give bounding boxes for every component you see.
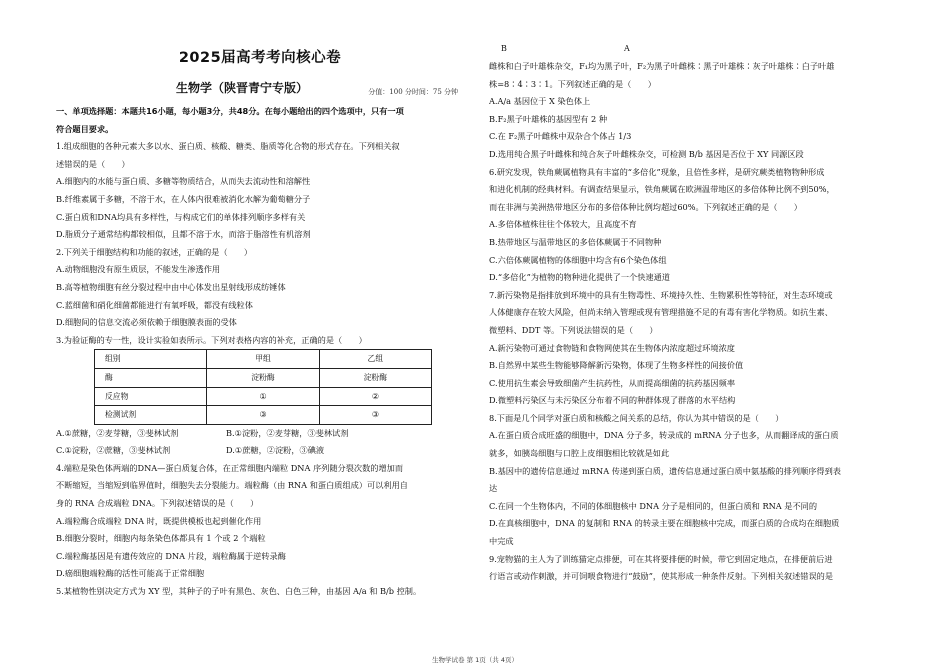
- subtitle-row: [56, 80, 464, 98]
- figure-labels: [489, 40, 897, 56]
- option-line: A.细胞内的水能与蛋白质、多糖等物质结合，从而失去流动性和溶解性: [56, 176, 311, 187]
- table-cell: 组别: [95, 350, 207, 369]
- table-cell: ③: [319, 406, 431, 425]
- question-line: 不断缩短，当缩短到临界值时，细胞失去分裂能力。端粒酶（由 RNA 和蛋白质组成）可以利用自: [56, 480, 408, 491]
- question-line: 微塑料、DDT 等。下列说法错误的是（ ）: [489, 324, 658, 335]
- option-line: A.动物细胞没有原生质层，不能发生渗透作用: [56, 264, 221, 275]
- question-line: 7.新污染物是指排放到环境中的具有生物毒性、环境持久性、生物累积性等特征，对生态环境或: [489, 289, 833, 300]
- table-cell: 乙组: [319, 350, 431, 369]
- question-line: 2.下列关于细胞结构和功能的叙述，正确的是（ ）: [56, 246, 253, 257]
- option-line: D.微塑料污染区与未污染区分布着不同的种群体现了群落的水平结构: [489, 395, 736, 406]
- option-line: C.蛋白质和DNA均具有多样性，与构成它们的单体排列顺序多样有关: [56, 211, 306, 222]
- question-line: 行语言或动作刺激，并可饲喂食物进行“鼓励”，使其形成一种条件反射。下列相关叙述错误的是: [489, 571, 834, 582]
- question-line: 和进化机制的经典材料。有调查结果显示，铁角蕨属在欧洲温带地区的多倍体种比例不到50%，: [489, 184, 835, 195]
- option-line: B.热带地区与温带地区的多倍体蕨属于不同物种: [489, 236, 662, 247]
- q3-options-row: [56, 425, 464, 443]
- option-line: D.癌细胞端粒酶的活性可能高于正常细胞: [56, 568, 205, 579]
- q3-options-row: [56, 442, 464, 460]
- option-line: C.在同一个生物体内，不同的体细胞核中 DNA 分子是相同的，但蛋白质和 RNA 是不同的: [489, 500, 818, 511]
- option-line: B.细胞分裂时，细胞内每条染色体都具有 1 个或 2 个端粒: [56, 533, 266, 544]
- right-body: [489, 58, 897, 586]
- option-line: 达: [489, 483, 498, 494]
- option-line: C.使用抗生素会导致细菌产生抗药性，从而提高细菌的抗药基因频率: [489, 377, 736, 388]
- figure-label-b: B: [501, 44, 507, 53]
- experiment-table: [94, 349, 432, 424]
- question-line: 6.研究发现，铁角蕨属植物具有丰富的“多倍化”现象，且倍性多样，是研究蕨类植物物种形成: [489, 166, 825, 177]
- option-line: A.①蔗糖，②麦芽糖，③斐林试剂: [56, 427, 179, 438]
- page-footer: 生物学试卷 第 1页（共 4页）: [432, 656, 518, 664]
- option-line: A.A/a 基因位于 X 染色体上: [489, 96, 591, 107]
- option-line: C.六倍体蕨属植物的体细胞中均含有6个染色体组: [489, 254, 667, 265]
- option-line: B.F₂黑子叶雄株的基因型有 2 种: [489, 113, 608, 124]
- option-line: D.选用纯合黑子叶雌株和纯合灰子叶雌株杂交，可检测 B/b 基因是否位于 XY 同源区段: [489, 148, 804, 159]
- table-row: [95, 368, 432, 387]
- subject-title: 生物学（陕晋青宁专版）: [176, 81, 309, 95]
- question-line: 8.下面是几个同学对蛋白质和核酸之间关系的总结，你认为其中错误的是（ ）: [489, 412, 784, 423]
- option-line: A.端粒酶合成端粒 DNA 时，既提供模板也起到催化作用: [56, 515, 262, 526]
- table-cell: 检测试剂: [95, 406, 207, 425]
- section-one: [56, 103, 464, 601]
- table-row: [95, 387, 432, 406]
- option-line: 中完成: [489, 536, 514, 547]
- option-line: B.高等植物细胞有丝分裂过程中由中心体发出星射线形成纺锤体: [56, 281, 286, 292]
- question-line: 株=8∶4∶3∶1。下列叙述正确的是（ ）: [489, 78, 656, 89]
- page-title: 2025届高考考向核心卷: [178, 50, 342, 66]
- question-line: 而在非洲与美洲热带地区分布的多倍体种比例均超过60%。下列叙述正确的是（ ）: [489, 201, 802, 212]
- option-line: D.“多倍化”为植物的物种进化提供了一个快速通道: [489, 272, 670, 283]
- section-heading: 一、单项选择题：本题共16小题，每小题3分，共48分。在每小题给出的四个选项中，只有一项: [56, 106, 404, 116]
- option-line: C.在 F₂黑子叶雌株中双杂合个体占 1/3: [489, 131, 632, 142]
- option-line: B.①淀粉，②麦芽糖，③斐林试剂: [226, 427, 349, 438]
- option-line: D.细胞间的信息交流必须依赖于细胞膜表面的受体: [56, 317, 237, 328]
- score-time-info: 分值：100 分时间：75 分钟: [368, 88, 458, 96]
- option-line: D.①蔗糖，②淀粉，③碘液: [226, 445, 325, 456]
- question-line: 述错误的是（ ）: [56, 158, 130, 169]
- option-line: C.①淀粉，②蔗糖，③斐林试剂: [56, 445, 171, 456]
- question-line: 5.某植物性别决定方式为 XY 型，其种子的子叶有黑色、灰色、白色三种，由基因 A/a 和 B/b 控制。: [56, 586, 422, 597]
- question-line: 1.组成细胞的各种元素大多以水、蛋白质、核酸、糖类、脂质等化合物的形式存在。下列相关叙: [56, 141, 400, 152]
- question-line: 9.宠物猫的主人为了训练猫定点排便，可在其将要排便的时候，带它到固定地点，在排便前后进: [489, 553, 833, 564]
- option-line: D.在真核细胞中，DNA 的复制和 RNA 的转录主要在细胞核中完成，而蛋白质的合成均在细胞质: [489, 518, 840, 529]
- table-cell: 甲组: [207, 350, 319, 369]
- section-heading-cont: 符合题目要求。: [56, 123, 114, 134]
- option-line: B.自然界中某些生物能够降解新污染物，体现了生物多样性的间接价值: [489, 360, 744, 371]
- table-row: [95, 406, 432, 425]
- option-line: B.基因中的遗传信息通过 mRNA 传递到蛋白质，遗传信息通过蛋白质中氨基酸的排列顺序得到表: [489, 465, 841, 476]
- option-line: D.脂质分子通常结构都较相似，且都不溶于水，而溶于脂溶性有机溶剂: [56, 229, 311, 240]
- option-line: A.多倍体植株往往个体较大，且高度不育: [489, 219, 637, 230]
- figure-label-a: A: [624, 44, 630, 53]
- table-cell: 酶: [95, 368, 207, 387]
- table-cell: 淀粉酶: [207, 368, 319, 387]
- table-cell: ③: [207, 406, 319, 425]
- table-cell: ②: [319, 387, 431, 406]
- option-line: B.纤维素属于多糖，不溶于水，在人体内很难被消化水解为葡萄糖分子: [56, 193, 311, 204]
- option-line: 就多，如胰岛细胞与口腔上皮细胞相比较就是如此: [489, 448, 670, 459]
- option-line: A.新污染物可通过食物链和食物网使其在生物体内浓度超过环境浓度: [489, 342, 735, 353]
- question-line: 3.为验证酶的专一性，设计实验如表所示。下列对表格内容的补充，正确的是（ ）: [56, 334, 367, 345]
- question-line: 人体健康存在较大风险，但尚未纳入管理或现有管理措施不足的有毒有害化学物质。如抗生素、: [489, 307, 833, 318]
- option-line: C.端粒酶基因是有遗传效应的 DNA 片段，端粒酶属于逆转录酶: [56, 550, 286, 561]
- question-line: 4.端粒是染色体两端的DNA—蛋白质复合体，在正常细胞内端粒 DNA 序列随分裂次数的增加而: [56, 462, 404, 473]
- question-line: 雌株和白子叶雄株杂交，F₁均为黑子叶，F₂为黑子叶雌株∶黑子叶雄株∶灰子叶雄株∶白子叶雄: [489, 61, 835, 71]
- option-line: C.蓝细菌和硝化细菌都能进行有氧呼吸，都没有线粒体: [56, 299, 253, 310]
- table-cell: ①: [207, 387, 319, 406]
- table-row: [95, 350, 432, 369]
- question-line: 身的 RNA 合成端粒 DNA。下列叙述错误的是（ ）: [56, 498, 259, 509]
- table-cell: 淀粉酶: [319, 368, 431, 387]
- option-line: A.在蛋白质合成旺盛的细胞中，DNA 分子多，转录成的 mRNA 分子也多，从而翻译成的蛋白质: [489, 430, 839, 441]
- table-cell: 反应物: [95, 387, 207, 406]
